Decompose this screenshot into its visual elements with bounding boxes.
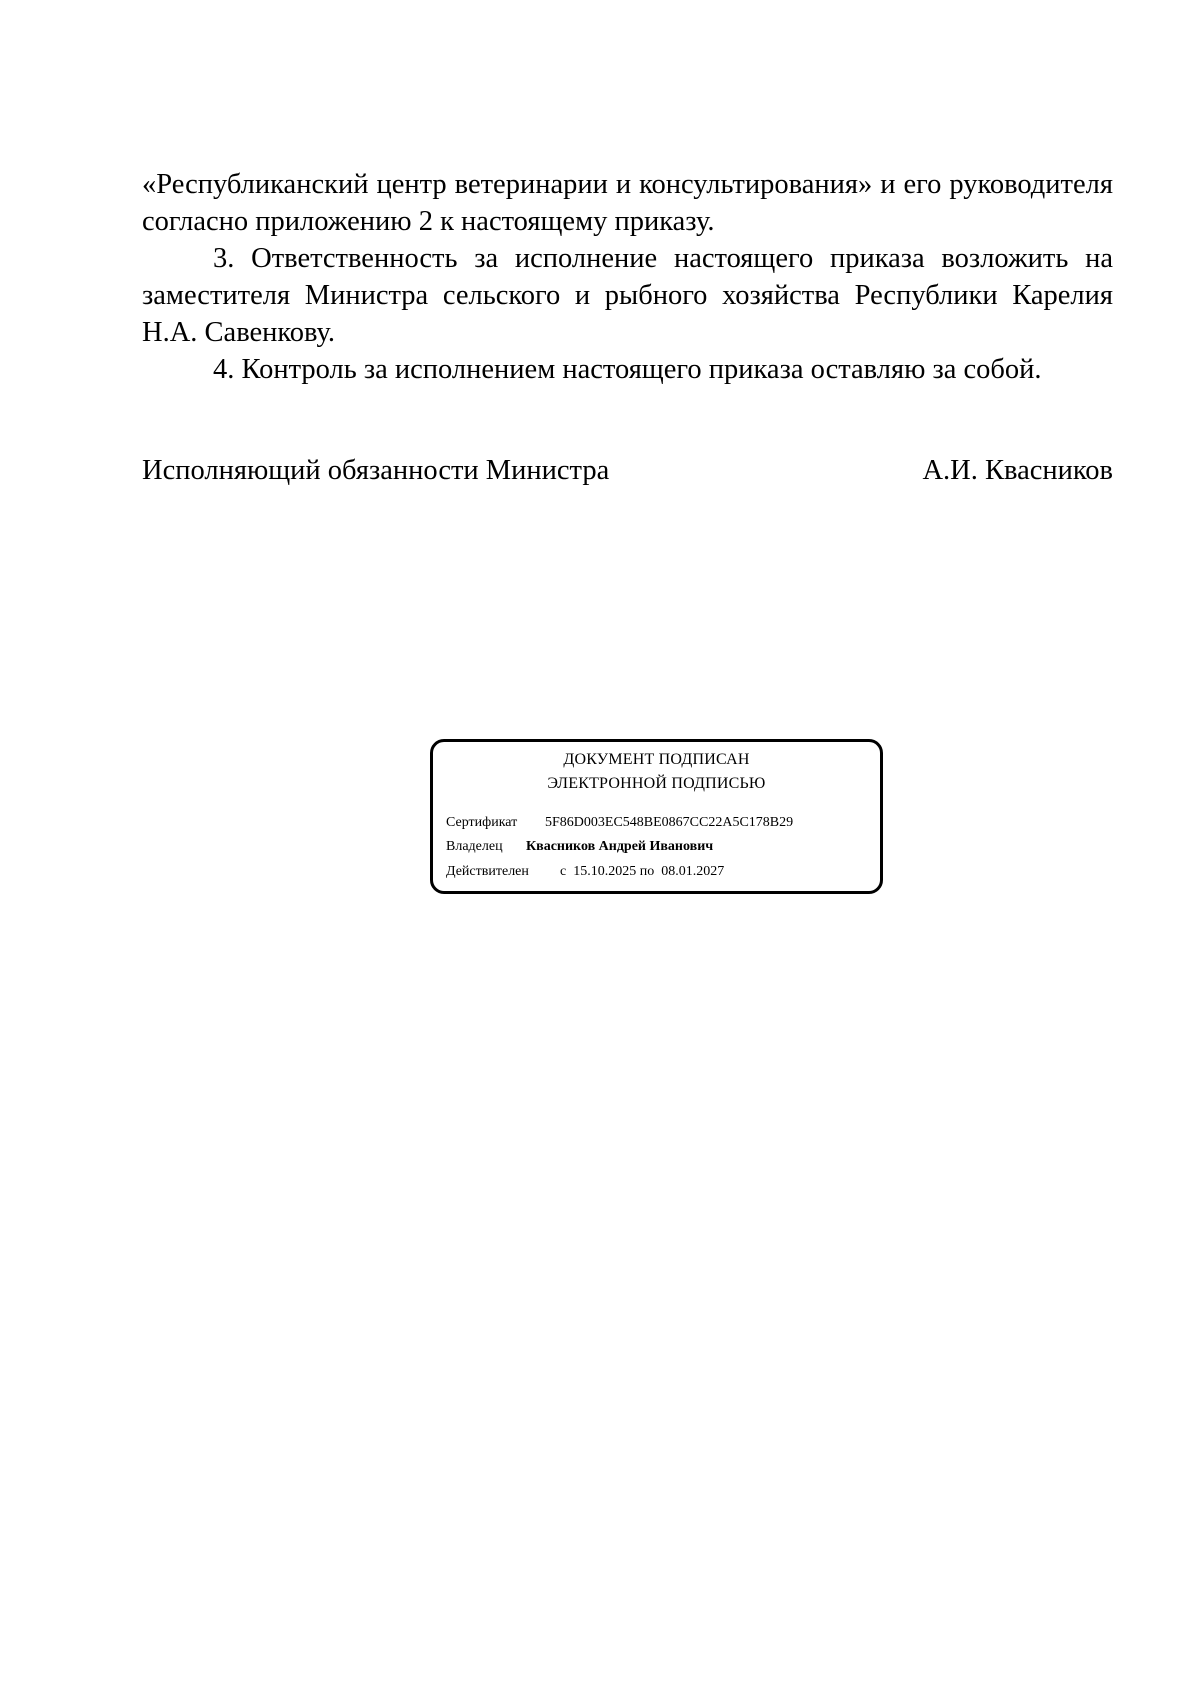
stamp-certificate-label: Сертификат [446,815,518,830]
stamp-validity-row [446,863,724,881]
stamp-owner-label: Владелец [446,839,503,854]
paragraph-continuation: «Республиканский центр ветеринарии и консультирования» и его руководителя согласно приложению 2 к настоящему приказу. [142,169,1113,237]
stamp-title-line-2: ЭЛЕКТРОННОЙ ПОДПИСЬЮ [547,775,766,792]
stamp-owner-value: Квасников Андрей Иванович [526,839,714,854]
stamp-certificate-row [446,814,793,832]
stamp-certificate-value: 5F86D003EC548BE0867CC22A5C178B29 [545,815,794,830]
stamp-validity-label: Действителен [446,864,529,879]
stamp-title-line-1: ДОКУМЕНТ ПОДПИСАН [563,751,750,768]
stamp-owner-row [446,838,713,856]
signatory-position: Исполняющий обязанности Министра [142,455,610,486]
signature-block [142,452,1113,489]
paragraph-item-3: 3. Ответственность за исполнение настоящего приказа возложить на заместителя Министра сельского и рыбного хозяйства Республики Карелия Н.А. Савенкову. [142,243,1113,348]
electronic-signature-stamp [430,739,883,894]
stamp-validity-value: с 15.10.2025 по 08.01.2027 [560,864,725,879]
paragraph-item-4: 4. Контроль за исполнением настоящего приказа оставляю за собой. [213,354,1042,385]
document-body [142,166,1113,388]
signatory-name: А.И. Квасников [922,455,1113,486]
